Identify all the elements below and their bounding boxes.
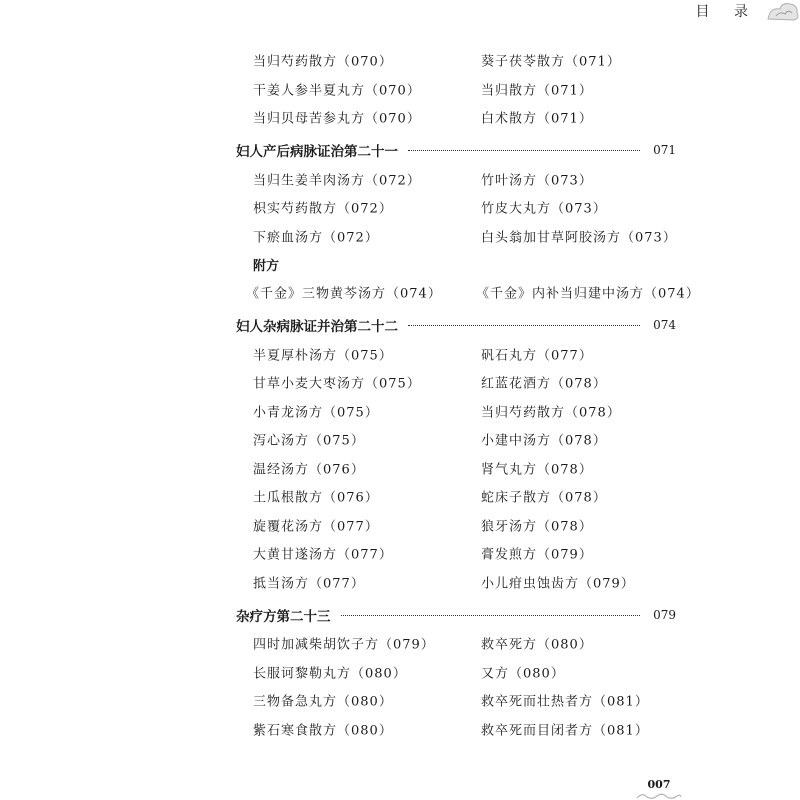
toc-entry-row (236, 511, 676, 540)
toc-entry[interactable]: 蛇床子散方（078） (481, 490, 607, 506)
leader-dots (408, 324, 640, 326)
section-page-number: 074 (653, 318, 676, 332)
toc-entry[interactable]: 当归芍药散方（078） (481, 405, 621, 421)
toc-entry-row (236, 454, 676, 483)
toc-entry[interactable]: 《千金》三物黄芩汤方（074） (246, 286, 442, 302)
toc-entry-row (236, 397, 676, 426)
toc-entry[interactable]: 《千金》内补当归建中汤方（074） (476, 286, 700, 302)
toc-entry[interactable]: 白头翁加甘草阿胶汤方（073） (481, 230, 677, 246)
toc-entry-row (236, 568, 676, 597)
toc-entry[interactable]: 白术散方（071） (481, 111, 593, 127)
toc-entry[interactable]: 竹叶汤方（073） (481, 173, 593, 189)
section-title: 妇人杂病脉证并治第二十二 (236, 319, 398, 335)
toc-entry[interactable]: 小建中汤方（078） (481, 433, 607, 449)
toc-entry[interactable]: 土瓜根散方（076） (253, 490, 379, 506)
section-page-number: 079 (653, 607, 676, 622)
toc-entry[interactable]: 半夏厚朴汤方（075） (253, 348, 393, 364)
toc-entry[interactable]: 下瘀血汤方（072） (253, 230, 379, 246)
toc-entry-row (236, 340, 676, 369)
toc-entry[interactable]: 三物备急丸方（080） (253, 694, 393, 710)
page-footer (636, 778, 682, 800)
toc-entry[interactable]: 小儿疳虫蚀齿方（079） (481, 576, 635, 592)
toc-entry-row (236, 715, 676, 744)
toc-entry[interactable]: 小青龙汤方（075） (253, 405, 379, 421)
toc-entry[interactable]: 旋覆花汤方（077） (253, 519, 379, 535)
toc-entry[interactable]: 四时加减柴胡饮子方（079） (253, 637, 435, 653)
toc-entry[interactable]: 当归贝母苦参丸方（070） (253, 111, 421, 127)
table-of-contents (236, 46, 700, 743)
toc-entry[interactable]: 救卒死而壮热者方（081） (481, 694, 649, 710)
page-header (696, 0, 800, 22)
toc-entry-row (236, 629, 676, 658)
toc-entry[interactable]: 当归芍药散方（070） (253, 54, 393, 70)
toc-entry[interactable]: 大黄甘遂汤方（077） (253, 547, 393, 563)
toc-entry[interactable]: 长服诃黎勒丸方（080） (253, 666, 407, 682)
toc-entry[interactable]: 当归散方（071） (481, 83, 593, 99)
toc-entry[interactable]: 抵当汤方（077） (253, 576, 365, 592)
page-number: 007 (647, 778, 671, 791)
toc-entry-row (236, 539, 676, 568)
toc-entry[interactable]: 肾气丸方（078） (481, 462, 593, 478)
subsection-heading: 附方 (253, 258, 280, 274)
wave-ornament-icon (636, 792, 682, 800)
toc-entry-row (236, 482, 676, 511)
toc-entry-row (236, 368, 676, 397)
toc-entry[interactable]: 枳实芍药散方（072） (253, 201, 393, 217)
toc-entry[interactable]: 当归生姜羊肉汤方（072） (253, 173, 421, 189)
toc-entry[interactable]: 甘草小麦大枣汤方（075） (253, 376, 421, 392)
section-title: 妇人产后病脉证治第二十一 (236, 144, 398, 160)
toc-entry-row (236, 425, 676, 454)
toc-entry[interactable]: 救卒死方（080） (481, 637, 593, 653)
toc-entry[interactable]: 膏发煎方（079） (481, 547, 593, 563)
toc-entry[interactable]: 葵子茯苓散方（071） (481, 54, 621, 70)
toc-entry-row (236, 278, 700, 307)
toc-entry-row (236, 165, 676, 194)
toc-entry[interactable]: 红蓝花酒方（078） (481, 376, 607, 392)
toc-entry[interactable]: 温经汤方（076） (253, 462, 365, 478)
toc-entry[interactable]: 泻心汤方（075） (253, 433, 365, 449)
section-heading[interactable] (236, 136, 676, 165)
toc-entry-row (236, 193, 676, 222)
leader-dots (408, 149, 640, 151)
toc-entry[interactable]: 又方（080） (481, 666, 565, 682)
section-heading[interactable] (236, 311, 676, 340)
leader-dots (341, 614, 641, 616)
toc-entry[interactable]: 矾石丸方（077） (481, 348, 593, 364)
toc-entry[interactable]: 救卒死而目闭者方（081） (481, 723, 649, 739)
section-heading[interactable] (236, 600, 676, 629)
toc-entry[interactable]: 狼牙汤方（078） (481, 519, 593, 535)
toc-entry-row (236, 103, 676, 132)
section-title: 杂疗方第二十三 (236, 608, 331, 625)
toc-entry-row (236, 46, 676, 75)
section-page-number: 071 (653, 143, 676, 157)
toc-entry[interactable]: 干姜人参半夏丸方（070） (253, 83, 421, 99)
cloud-ornament-icon (766, 1, 800, 21)
toc-entry-row (236, 75, 676, 104)
toc-entry[interactable]: 竹皮大丸方（073） (481, 201, 607, 217)
toc-entry-row (236, 658, 676, 687)
toc-entry-row (236, 686, 676, 715)
header-title: 目 录 (695, 4, 758, 20)
toc-entry-row (236, 222, 676, 251)
toc-entry[interactable]: 紫石寒食散方（080） (253, 723, 393, 739)
